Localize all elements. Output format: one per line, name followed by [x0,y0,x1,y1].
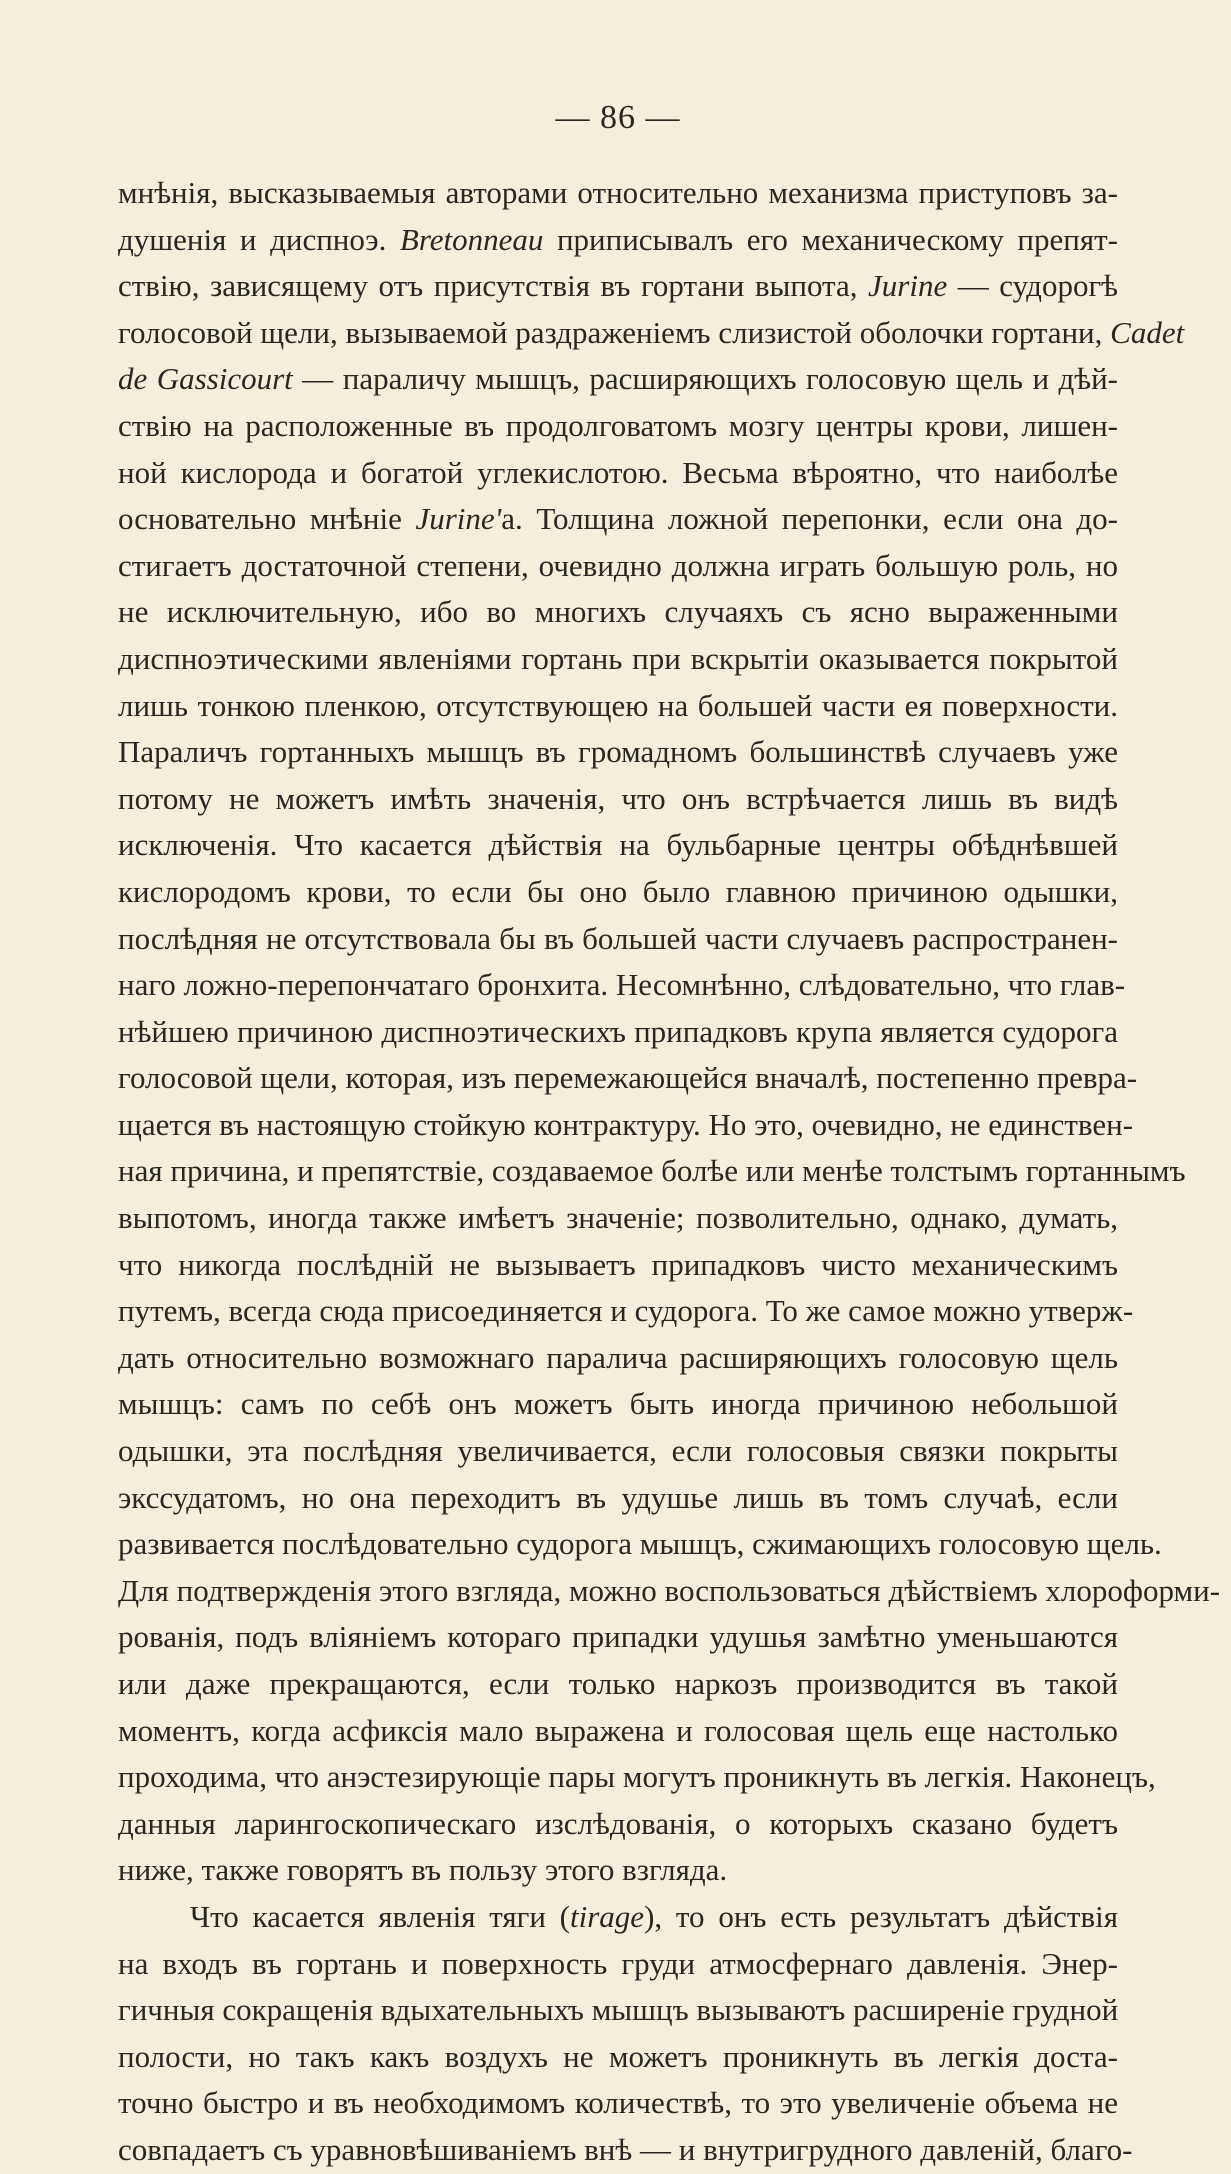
text-line: нѣйшею причиною диспноэтическихъ припадковъ крупа является судорога [118,1013,1118,1049]
text-line: мнѣнія, высказываемыя авторами относительно механизма приступовъ за- [118,175,1118,210]
text-line: одышки, эта послѣдняя увеличивается, если голосовыя связки покрыты [118,1433,1118,1469]
text-line: мышцъ: самъ по себѣ онъ можетъ быть иногда причиною небольшой [118,1386,1118,1422]
body-text [118,170,1221,2174]
text-line: потому не можетъ имѣть значенія, что онъ встрѣчается лишь въ видѣ [118,780,1118,816]
text-line: кислородомъ крови, то если бы оно было главною причиною одышки, [118,873,1118,909]
text-line: ная причина, и препятствіе, создаваемое болѣе или менѣе толстымъ гортаннымъ [118,1153,1186,1189]
text-line: ствію на расположенные въ продолговатомъ мозгу центры крови, лишен- [118,407,1118,443]
text-line: наго ложно-перепончатаго бронхита. Несомнѣнно, слѣдовательно, что глав- [118,967,1126,1003]
document-page [118,92,1230,2174]
text-line: развивается послѣдовательно судорога мышцъ, сжимающихъ голосовую щель. [118,1526,1162,1562]
text-line: ствію, зависящему отъ присутствія въ гортани выпота, Jurine — судорогѣ [118,268,1119,304]
text-line: душенія и диспноэ. Bretonneau приписывалъ его механическому препят- [118,221,1118,257]
text-line: полости, но такъ какъ воздухъ не можетъ проникнуть въ легкія доста- [118,2038,1118,2074]
text-line: выпотомъ, иногда также имѣетъ значеніе; позволительно, однако, думать, [118,1200,1118,1236]
text-line: не исключительную, ибо во многихъ случаяхъ съ ясно выраженными [118,594,1118,630]
text-line: ной кислорода и богатой углекислотою. Весьма вѣроятно, что наиболѣе [118,454,1118,490]
text-line: проходима, что анэстезирующіе пары могутъ проникнуть въ легкія. Наконецъ, [118,1759,1156,1795]
text-line: диспноэтическими явленіями гортань при вскрытіи оказывается покрытой [118,640,1118,676]
text-line: совпадаетъ съ уравновѣшиваніемъ внѣ — и внутригрудного давленій, благо- [118,2131,1133,2167]
text-line: de Gassicourt — параличу мышцъ, расширяющихъ голосовую щель и дѣй- [118,361,1119,397]
text-line: гичныя сокращенія вдыхательныхъ мышцъ вызываютъ расширеніе грудной [118,1992,1119,2028]
text-line: рованія, подъ вліяніемъ котораго припадки удушья замѣтно уменьшаются [118,1619,1118,1655]
text-line: дать относительно возможнаго паралича расширяющихъ голосовую щель [118,1339,1118,1375]
text-line: голосовой щели, которая, изъ перемежающейся вначалѣ, постепенно превра- [118,1060,1138,1096]
text-line: лишь тонкою пленкою, отсутствующею на большей части ея поверхности. [118,687,1118,723]
text-line: на входъ въ гортань и поверхность груди атмосфернаго давленія. Энер- [118,1945,1118,1981]
text-line: Что касается явленія тяги (tirage), то онъ есть результатъ дѣйствія [190,1898,1118,1934]
text-line: Для подтвержденія этого взгляда, можно воспользоваться дѣйствіемъ хлороформи- [118,1572,1221,1608]
text-line: или даже прекращаются, если только наркозъ производится въ такой [118,1666,1118,1701]
text-line: голосовой щели, вызываемой раздраженіемъ слизистой оболочки гортани, Cadet [118,314,1185,350]
text-line: моментъ, когда асфиксія мало выражена и голосовая щель еще настолько [118,1712,1118,1748]
text-line: ниже, также говорятъ въ пользу этого взгляда. [118,1852,728,1888]
text-line: исключенія. Что касается дѣйствія на бульбарные центры обѣднѣвшей [118,827,1118,863]
text-line: экссудатомъ, но она переходитъ въ удушье лишь въ томъ случаѣ, если [118,1479,1118,1515]
text-line: путемъ, всегда сюда присоединяется и судорога. То же самое можно утверж- [118,1293,1134,1329]
text-line: точно быстро и въ необходимомъ количествѣ, то это увеличеніе объема не [118,2085,1118,2121]
text-line: что никогда послѣдній не вызываетъ припадковъ чисто механическимъ [118,1246,1118,1282]
text-line: Параличъ гортанныхъ мышцъ въ громадномъ большинствѣ случаевъ уже [118,734,1118,770]
text-line: щается въ настоящую стойкую контрактуру. Но это, очевидно, не единствен- [118,1106,1134,1142]
text-line: основательно мнѣніе Jurine'а. Толщина ложной перепонки, если она до- [118,501,1119,537]
text-line: данныя ларингоскопическаго изслѣдованія, о которыхъ сказано будетъ [118,1805,1118,1841]
text-line: послѣдняя не отсутствовала бы въ большей части случаевъ распространен- [118,920,1118,956]
page-number: — 86 — [555,99,681,136]
text-line: стигаетъ достаточной степени, очевидно должна играть большую роль, но [118,547,1118,583]
